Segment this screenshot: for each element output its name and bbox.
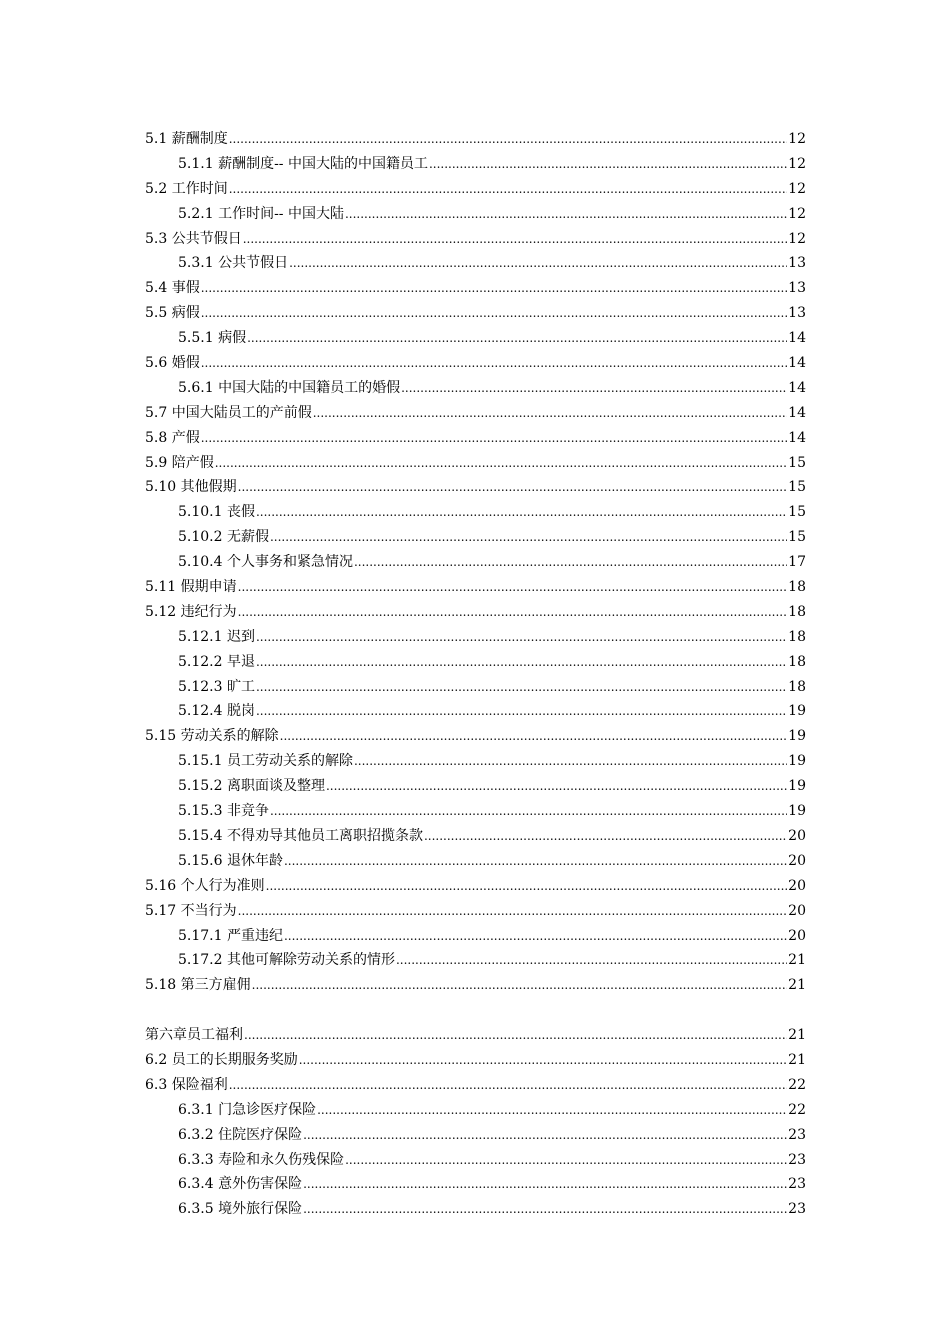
toc-entry[interactable] xyxy=(145,1197,806,1222)
toc-leader-dots xyxy=(215,451,787,476)
toc-entry[interactable] xyxy=(145,600,806,625)
toc-entry[interactable] xyxy=(145,650,806,675)
toc-leader-dots xyxy=(284,924,787,949)
toc-entry-label: 5.8 产假 xyxy=(145,429,200,446)
toc-entry-page-number: 14 xyxy=(788,355,806,372)
toc-entry-page-number: 15 xyxy=(788,479,806,496)
toc-entry[interactable] xyxy=(145,1123,806,1148)
toc-entry[interactable] xyxy=(145,675,806,700)
toc-leader-dots xyxy=(326,774,787,799)
toc-entry-page-number: 23 xyxy=(788,1201,806,1218)
toc-leader-dots xyxy=(244,1023,787,1048)
toc-entry-label: 5.1.1 薪酬制度-- 中国大陆的中国籍员工 xyxy=(178,155,428,172)
table-of-contents xyxy=(145,127,806,1222)
toc-leader-dots xyxy=(299,1048,787,1073)
toc-entry-label: 6.2 员工的长期服务奖励 xyxy=(145,1051,298,1068)
toc-entry-page-number: 13 xyxy=(788,255,806,272)
toc-entry-label: 5.7 中国大陆员工的产前假 xyxy=(145,404,312,421)
toc-entry[interactable] xyxy=(145,127,806,152)
toc-leader-dots xyxy=(252,973,788,998)
toc-entry-label: 5.12 违纪行为 xyxy=(145,603,237,620)
toc-entry-page-number: 14 xyxy=(788,379,806,396)
toc-leader-dots xyxy=(313,401,787,426)
toc-leader-dots xyxy=(256,675,787,700)
toc-leader-dots xyxy=(270,799,787,824)
toc-entry[interactable] xyxy=(145,625,806,650)
toc-entry-page-number: 23 xyxy=(788,1151,806,1168)
toc-entry-label: 5.15.4 不得劝导其他员工离职招揽条款 xyxy=(178,827,423,844)
toc-entry[interactable] xyxy=(145,799,806,824)
toc-entry-page-number: 14 xyxy=(788,429,806,446)
toc-leader-dots xyxy=(201,301,787,326)
toc-entry-page-number: 12 xyxy=(788,230,806,247)
toc-entry[interactable] xyxy=(145,426,806,451)
toc-entry[interactable] xyxy=(145,575,806,600)
toc-entry[interactable] xyxy=(145,1048,806,1073)
toc-entry[interactable] xyxy=(145,1023,806,1048)
toc-entry[interactable] xyxy=(145,276,806,301)
toc-leader-dots xyxy=(284,849,787,874)
toc-entry[interactable] xyxy=(145,326,806,351)
toc-entry-label: 5.17.2 其他可解除劳动关系的情形 xyxy=(178,952,395,969)
toc-leader-dots xyxy=(345,1148,787,1173)
toc-leader-dots xyxy=(201,426,787,451)
toc-leader-dots xyxy=(303,1123,787,1148)
toc-entry-page-number: 22 xyxy=(788,1076,806,1093)
toc-entry-page-number: 19 xyxy=(788,753,806,770)
toc-entry-label: 5.10.4 个人事务和紧急情况 xyxy=(178,554,353,571)
toc-leader-dots xyxy=(243,227,787,252)
toc-entry-label: 6.3.2 住院医疗保险 xyxy=(178,1126,303,1143)
toc-entry[interactable] xyxy=(145,824,806,849)
toc-entry[interactable] xyxy=(145,699,806,724)
toc-entry-label: 5.15 劳动关系的解除 xyxy=(145,728,279,745)
toc-entry-page-number: 20 xyxy=(788,902,806,919)
toc-entry-label: 5.12.3 旷工 xyxy=(178,678,255,695)
toc-entry-label: 5.15.2 离职面谈及整理 xyxy=(178,778,325,795)
toc-leader-dots xyxy=(289,251,787,276)
toc-entry-page-number: 18 xyxy=(788,579,806,596)
toc-entry-page-number: 13 xyxy=(788,280,806,297)
toc-entry-page-number: 22 xyxy=(788,1101,806,1118)
toc-entry-label: 5.9 陪产假 xyxy=(145,454,214,471)
toc-leader-dots xyxy=(256,500,787,525)
toc-leader-dots xyxy=(238,600,788,625)
toc-leader-dots xyxy=(396,948,787,973)
toc-leader-dots xyxy=(247,326,787,351)
toc-entry-label: 5.12.1 迟到 xyxy=(178,628,255,645)
toc-entry-page-number: 18 xyxy=(788,653,806,670)
toc-entry[interactable] xyxy=(145,724,806,749)
toc-entry-page-number: 17 xyxy=(788,554,806,571)
toc-leader-dots xyxy=(256,625,787,650)
toc-entry-label: 5.12.4 脱岗 xyxy=(178,703,255,720)
toc-leader-dots xyxy=(256,650,787,675)
toc-entry-page-number: 14 xyxy=(788,404,806,421)
toc-entry-page-number: 12 xyxy=(788,205,806,222)
toc-entry[interactable] xyxy=(145,251,806,276)
toc-leader-dots xyxy=(345,202,787,227)
toc-entry-label: 5.12.2 早退 xyxy=(178,653,255,670)
toc-entry-label: 5.2 工作时间 xyxy=(145,180,228,197)
toc-entry-label: 5.6.1 中国大陆的中国籍员工的婚假 xyxy=(178,379,401,396)
toc-entry[interactable] xyxy=(145,301,806,326)
toc-entry[interactable] xyxy=(145,475,806,500)
toc-leader-dots xyxy=(238,899,788,924)
toc-entry-page-number: 21 xyxy=(788,1027,806,1044)
toc-entry[interactable] xyxy=(145,500,806,525)
toc-entry[interactable] xyxy=(145,774,806,799)
toc-entry-label: 5.5 病假 xyxy=(145,305,200,322)
toc-entry-label: 5.11 假期申请 xyxy=(145,579,237,596)
toc-entry-page-number: 18 xyxy=(788,628,806,645)
toc-entry-page-number: 15 xyxy=(788,529,806,546)
toc-leader-dots xyxy=(238,575,788,600)
toc-entry-page-number: 15 xyxy=(788,504,806,521)
toc-leader-dots xyxy=(317,1098,787,1123)
toc-leader-dots xyxy=(270,525,787,550)
toc-entry[interactable] xyxy=(145,152,806,177)
toc-entry-page-number: 12 xyxy=(788,131,806,147)
toc-entry-page-number: 18 xyxy=(788,603,806,620)
toc-entry[interactable] xyxy=(145,924,806,949)
toc-entry-page-number: 19 xyxy=(788,728,806,745)
toc-leader-dots xyxy=(303,1197,787,1222)
toc-entry-label: 5.3.1 公共节假日 xyxy=(178,255,289,272)
toc-entry[interactable] xyxy=(145,1172,806,1197)
toc-entry-page-number: 21 xyxy=(788,1051,806,1068)
toc-leader-dots xyxy=(229,1073,787,1098)
toc-entry-label: 5.1 薪酬制度 xyxy=(145,131,228,147)
toc-leader-dots xyxy=(401,376,787,401)
toc-entry-page-number: 21 xyxy=(788,977,806,994)
toc-entry-label: 5.3 公共节假日 xyxy=(145,230,242,247)
toc-leader-dots xyxy=(201,276,787,301)
toc-leader-dots xyxy=(354,550,787,575)
toc-entry-label: 5.4 事假 xyxy=(145,280,200,297)
toc-entry-label: 5.6 婚假 xyxy=(145,355,200,372)
toc-entry-label: 5.2.1 工作时间-- 中国大陆 xyxy=(178,205,344,222)
toc-entry-label: 5.15.3 非竞争 xyxy=(178,803,269,820)
toc-entry-label: 5.17 不当行为 xyxy=(145,902,237,919)
toc-entry-page-number: 15 xyxy=(788,454,806,471)
toc-leader-dots xyxy=(256,699,787,724)
toc-entry-label: 5.5.1 病假 xyxy=(178,330,247,347)
toc-entry[interactable] xyxy=(145,351,806,376)
toc-entry[interactable] xyxy=(145,177,806,202)
toc-entry-label: 第六章员工福利 xyxy=(145,1027,243,1044)
toc-entry[interactable] xyxy=(145,874,806,899)
toc-entry-page-number: 23 xyxy=(788,1126,806,1143)
toc-leader-dots xyxy=(238,475,788,500)
toc-entry-label: 5.16 个人行为准则 xyxy=(145,877,265,894)
toc-entry-page-number: 18 xyxy=(788,678,806,695)
toc-entry-label: 6.3.5 境外旅行保险 xyxy=(178,1201,303,1218)
toc-leader-dots xyxy=(229,177,787,202)
toc-entry-label: 5.18 第三方雇佣 xyxy=(145,977,251,994)
toc-entry[interactable] xyxy=(145,451,806,476)
toc-entry-page-number: 20 xyxy=(788,877,806,894)
toc-entry-label: 5.17.1 严重违纪 xyxy=(178,927,283,944)
toc-entry[interactable] xyxy=(145,202,806,227)
toc-entry[interactable] xyxy=(145,550,806,575)
toc-entry-page-number: 19 xyxy=(788,803,806,820)
toc-entry-label: 6.3.4 意外伤害保险 xyxy=(178,1176,303,1193)
toc-entry[interactable] xyxy=(145,899,806,924)
toc-leader-dots xyxy=(354,749,787,774)
toc-entry[interactable] xyxy=(145,1148,806,1173)
toc-entry[interactable] xyxy=(145,849,806,874)
toc-entry[interactable] xyxy=(145,948,806,973)
toc-entry[interactable] xyxy=(145,1073,806,1098)
toc-entry-label: 6.3.1 门急诊医疗保险 xyxy=(178,1101,317,1118)
toc-leader-dots xyxy=(229,127,787,152)
toc-entry[interactable] xyxy=(145,749,806,774)
toc-entry[interactable] xyxy=(145,1098,806,1123)
toc-entry-label: 5.15.6 退休年龄 xyxy=(178,852,283,869)
toc-leader-dots xyxy=(429,152,787,177)
toc-leader-dots xyxy=(280,724,788,749)
toc-entry-page-number: 12 xyxy=(788,155,806,172)
toc-leader-dots xyxy=(201,351,787,376)
toc-leader-dots xyxy=(303,1172,787,1197)
toc-entry-label: 6.3 保险福利 xyxy=(145,1076,228,1093)
toc-entry-page-number: 12 xyxy=(788,180,806,197)
toc-entry-page-number: 20 xyxy=(788,852,806,869)
toc-entry[interactable] xyxy=(145,525,806,550)
toc-entry-label: 6.3.3 寿险和永久伤残保险 xyxy=(178,1151,345,1168)
toc-entry-page-number: 14 xyxy=(788,330,806,347)
toc-entry-label: 5.10.1 丧假 xyxy=(178,504,255,521)
toc-entry[interactable] xyxy=(145,401,806,426)
toc-entry-page-number: 20 xyxy=(788,927,806,944)
toc-entry-page-number: 21 xyxy=(788,952,806,969)
toc-entry[interactable] xyxy=(145,376,806,401)
toc-entry-page-number: 19 xyxy=(788,703,806,720)
toc-entry[interactable] xyxy=(145,227,806,252)
toc-entry-label: 5.15.1 员工劳动关系的解除 xyxy=(178,753,353,770)
toc-leader-dots xyxy=(424,824,787,849)
toc-entry-page-number: 19 xyxy=(788,778,806,795)
toc-entry-page-number: 23 xyxy=(788,1176,806,1193)
toc-entry-label: 5.10.2 无薪假 xyxy=(178,529,269,546)
toc-entry-label: 5.10 其他假期 xyxy=(145,479,237,496)
toc-entry-page-number: 20 xyxy=(788,827,806,844)
toc-entry[interactable] xyxy=(145,973,806,998)
toc-entry-page-number: 13 xyxy=(788,305,806,322)
toc-leader-dots xyxy=(266,874,788,899)
